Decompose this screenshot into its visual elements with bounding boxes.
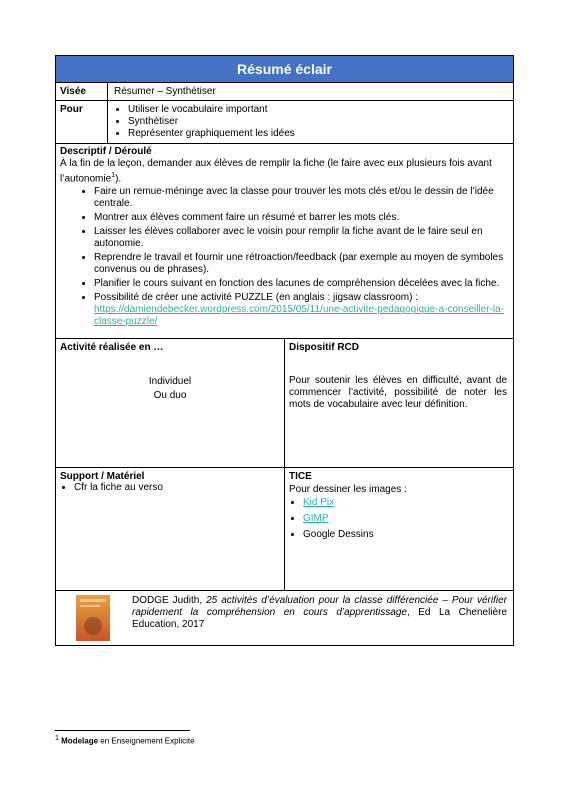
tice-heading: TICE [289,471,312,483]
descriptif-heading: Descriptif / Déroulé [60,146,152,157]
list-item-puzzle: • Possibilité de créer une activité PUZZLE (en anglais : jigsaw classroom) : https://damiendebecker.wordpress.com/2015/05/11/une-activite-pedagogique-a-conseiller-la-classe-puzzle/ [94,292,509,328]
book-cover-image [76,595,110,641]
puzzle-link[interactable]: https://damiendebecker.wordpress.com/2015/05/11/une-activite-pedagogique-a-conseiller-la-classe-puzzle/ [94,304,505,328]
list-item: • Utiliser le vocabulaire important [128,104,507,116]
descriptif-intro: À la fin de la leçon, demander aux élèves de remplir la fiche (le faire avec eux plusieurs fois avant l’autonomie$^1$). [60,158,492,185]
pour-label: Pour [56,101,108,143]
gimp-link[interactable]: GIMP [303,513,329,525]
pour-row [56,101,513,144]
lesson-sheet [55,55,514,646]
support-list [60,482,280,494]
activite-line1: Individuel [148,376,192,388]
vise-row [56,83,513,101]
footnote-separator [55,730,190,731]
descriptif-row [56,144,513,339]
support-row [56,468,513,591]
list-item: • Reprendre le travail et fournir une rétroaction/feedback (par exemple au moyen de symboles convenus ou de phrases). [94,252,509,276]
support-heading: Support / Matériel [60,471,145,483]
footnote-ref[interactable]: 1 [111,172,116,179]
list-item: • Représenter graphiquement les idées [128,128,507,140]
list-item: • Planifier le cours suivant en fonction des lacunes de compréhension décelées avec la fiche. [94,278,509,290]
tice-intro: Pour dessiner les images : [289,484,407,496]
activite-line2: Ou duo [153,390,187,402]
vise-label: Visée [56,83,108,100]
list-item: • Cfr la fiche au verso [74,482,280,494]
dispositif-heading: Dispositif RCD [289,342,359,354]
list-item: • Montrer aux élèves comment faire un résumé et barrer les mots clés. [94,212,509,224]
kidpix-link[interactable]: Kid Pix [303,497,335,509]
list-item: • Faire un remue-méninge avec la classe pour trouver les mots clés et/ou le dessin de l’idée centrale. [94,186,509,210]
list-item: • Google Dessins [303,529,509,541]
activite-heading: Activité réalisée en … [60,342,164,354]
sheet-title: Résumé éclair [56,56,513,83]
reference-row [56,591,513,645]
reference-text: DODGE Judith, 25 activités d’évaluation pour la classe différenciée – Pour vérifier rapidement la compréhension en cours d’apprentissage, Ed La Chenelière Education, 2017 [132,595,508,631]
list-item: • Synthétiser [128,116,507,128]
activite-row [56,339,513,468]
pour-list [114,104,507,140]
footnote: $^1$ Modelage en Enseignement Explicite [55,735,195,746]
tice-list [289,497,509,541]
dispositif-text: Pour soutenir les élèves en difficulté, avant de commencer l’activité, possibilité de noter les mots de vocabulaire avec leur définition. [289,375,507,411]
descriptif-list [60,186,509,328]
vise-value: Résumer – Synthétiser [114,86,216,97]
list-item: • Laisser les élèves collaborer avec le voisin pour remplir la fiche avant de le faire seul en autonomie. [94,226,509,250]
